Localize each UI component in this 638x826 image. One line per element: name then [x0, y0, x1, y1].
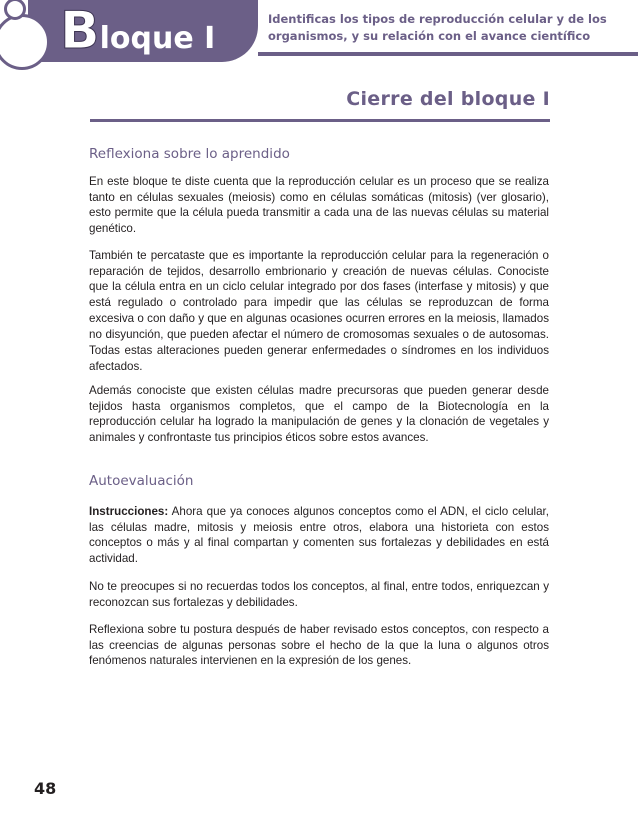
- autoevaluacion-paragraph-1: No te preocupes si no recuerdas todos los conceptos, al final, entre todos, enriquezcan y reconozcan sus fortalezas y debilidades.: [89, 579, 549, 609]
- block-title: [60, 2, 215, 60]
- section-rule: [90, 119, 550, 122]
- instructions-label: Instrucciones:: [89, 504, 169, 518]
- reflexiona-paragraph-2: También te percataste que es importante la reproducción celular para la regeneración o reparación de tejidos, desarrollo embrionario y creación de nuevas células. Conociste que la célula entra en un ciclo celular integrado por dos fases (interfase y mitosis) y que está regulado o controlado para impedir que las células se reproduzcan de forma excesiva o con daño y que en algunas ocasiones ocurren errores en la meiosis, llamados no disyunción, que pueden afectar el número de cromosomas sexuales o de autosomas. Todas estas alteraciones pueden generar enfermedades o síndromes en los individuos afectados.: [89, 248, 549, 373]
- page-number: 48: [34, 779, 57, 798]
- section-title: Cierre del bloque I: [346, 88, 550, 110]
- header-subtitle: Identificas los tipos de reproducción celular y de los organismos, y su relación con el avance científico: [268, 12, 607, 43]
- instructions-text: Ahora que ya conoces algunos conceptos como el ADN, el ciclo celular, las células madre, mitosis y meiosis entre otros, elabora una historieta con estos conceptos o más y al final compartan y comenten sus fortalezas y debilidades en está actividad.: [89, 504, 549, 566]
- autoevaluacion-heading: Autoevaluación: [89, 473, 194, 489]
- block-title-rest: loque I: [99, 21, 216, 56]
- instructions-paragraph: [89, 504, 549, 568]
- page-header: [0, 0, 638, 62]
- block-title-initial: B: [60, 1, 100, 61]
- reflexiona-paragraph-1: En este bloque te diste cuenta que la reproducción celular es un proceso que se realiza tanto en células sexuales (meiosis) como en células somáticas (mitosis) (ver glosario), esto permite que la célula pueda transmitir a cada una de las nuevas células su material genético.: [89, 174, 549, 236]
- autoevaluacion-paragraph-2: Reflexiona sobre tu postura después de haber revisado estos conceptos, con respecto a las creencias de algunas personas sobre el hecho de la que la luna o algunos otros fenómenos naturales intervienen en la expresión de los genes.: [89, 622, 549, 668]
- reflexiona-heading: Reflexiona sobre lo aprendido: [89, 146, 290, 162]
- header-rule: [258, 52, 638, 56]
- reflexiona-paragraph-3: Además conociste que existen células madre precursoras que pueden generar desde tejidos hasta organismos completos, que el campo de la Biotecnología en la reproducción celular ha logrado la manipulación de genes y la clonación de vegetales y animales y confrontaste tus principios éticos sobre estos avances.: [89, 383, 549, 445]
